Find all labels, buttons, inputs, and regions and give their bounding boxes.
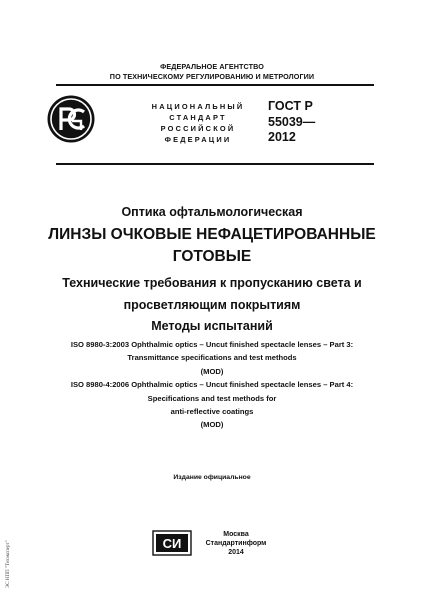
middle-rule xyxy=(56,163,374,165)
publisher-year: 2014 xyxy=(228,549,244,556)
publisher-info xyxy=(196,530,276,557)
iso-ref-2-line-2: Specifications and test methods for xyxy=(147,393,277,403)
agency-line-2: ПО ТЕХНИЧЕСКОМУ РЕГУЛИРОВАНИЮ И МЕТРОЛОГИИ xyxy=(109,72,315,81)
agency-header xyxy=(62,62,362,82)
publisher-city: Москва xyxy=(223,531,249,538)
iso-ref-2-line-1: ISO 8980-4:2006 Ophthalmic optics – Uncut finished spectacle lenses – Part 4: xyxy=(70,380,354,390)
designation-line-1: ГОСТ Р xyxy=(268,99,313,113)
standartinform-logo-icon xyxy=(152,530,192,556)
publisher-logo-text: СИ xyxy=(162,536,182,551)
iso-ref-2-mod: (MOD) xyxy=(200,420,224,430)
side-note xyxy=(3,468,13,588)
side-note-text: ЭС НПП "Техэксперт" xyxy=(6,540,11,588)
main-title xyxy=(24,224,400,268)
iso-ref-2-line-3: anti-reflective coatings xyxy=(170,407,254,417)
methods-title-text: Методы испытаний xyxy=(151,319,273,333)
methods-title xyxy=(24,318,400,334)
designation-line-3: 2012 xyxy=(268,130,296,144)
technical-title xyxy=(24,272,400,316)
agency-line-1: ФЕДЕРАЛЬНОЕ АГЕНТСТВО xyxy=(160,62,264,71)
title-subject xyxy=(24,204,400,220)
top-rule xyxy=(56,84,374,86)
standard-label-line-3: РОССИЙСКОЙ xyxy=(160,124,236,133)
standard-label-line-1: НАЦИОНАЛЬНЫЙ xyxy=(151,102,245,111)
technical-title-line-1: Технические требования к пропусканию света и xyxy=(62,276,362,290)
standard-label-line-2: СТАНДАРТ xyxy=(169,113,227,122)
designation-line-2: 55039— xyxy=(268,114,316,129)
iso-ref-1-mod: (MOD) xyxy=(200,366,224,376)
main-title-line-1: ЛИНЗЫ ОЧКОВЫЕ НЕФАЦЕТИРОВАННЫЕ xyxy=(48,226,376,243)
standard-designation xyxy=(268,99,348,146)
iso-ref-1-line-2: Transmittance specifications and test methods xyxy=(127,353,297,363)
iso-references xyxy=(20,338,404,432)
technical-title-line-2: просветляющим покрытиям xyxy=(123,298,301,312)
title-subject-text: Оптика офтальмологическая xyxy=(121,205,303,219)
standard-label-line-4: ФЕДЕРАЦИИ xyxy=(164,135,232,144)
main-title-line-2: ГОТОВЫЕ xyxy=(172,248,252,265)
iso-ref-1-line-1: ISO 8980-3:2003 Ophthalmic optics – Uncut finished spectacle lenses – Part 3: xyxy=(70,340,354,349)
gost-r-logo-icon xyxy=(46,94,96,144)
publisher-name: Стандартинформ xyxy=(205,540,267,547)
national-standard-label xyxy=(138,101,258,145)
official-edition: Издание официальное xyxy=(173,474,251,481)
